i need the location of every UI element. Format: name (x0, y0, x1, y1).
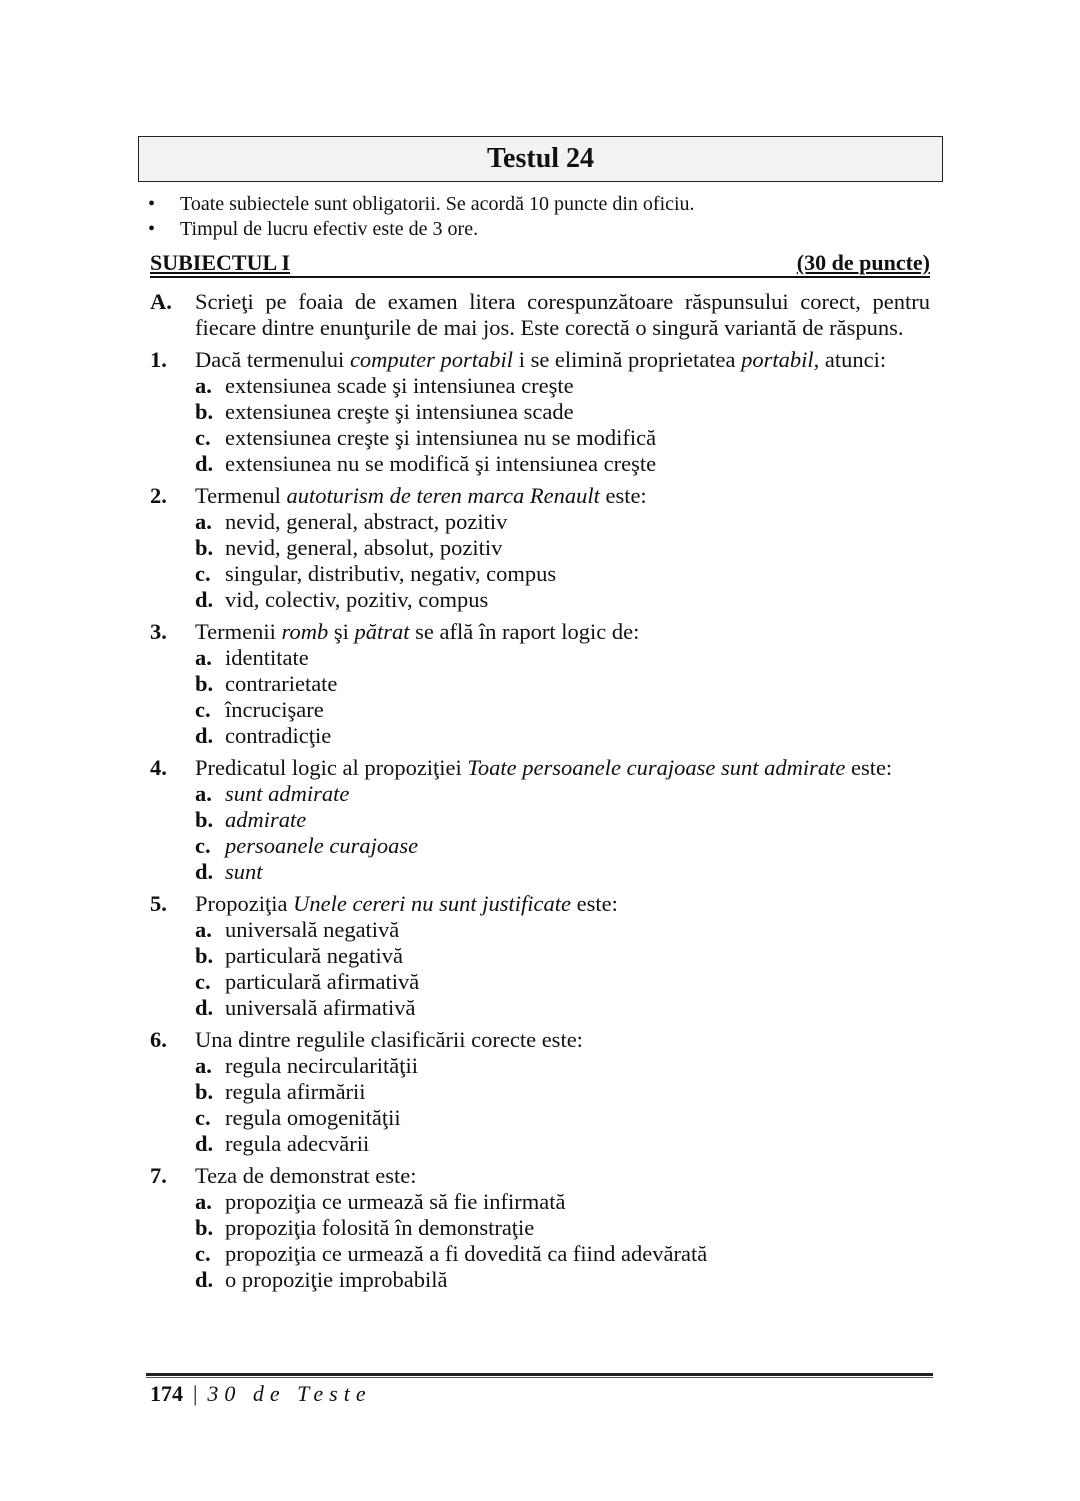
question-text (195, 483, 930, 509)
option-letter: d. (195, 995, 214, 1020)
option-letter: c. (195, 969, 211, 994)
option-letter: d. (195, 859, 214, 884)
question-body (195, 891, 930, 1021)
option-text: extensiunea nu se modifică şi intensiunea creşte (225, 451, 657, 476)
question-text-part: romb (281, 619, 329, 644)
instruction-text: Toate subiectele sunt obligatorii. Se acordă 10 puncte din oficiu. (180, 193, 695, 215)
option-letter: a. (195, 509, 212, 534)
option-letter: a. (195, 781, 212, 806)
question (150, 891, 930, 1021)
question-text-part: Termenii (195, 619, 282, 644)
answer-option (195, 1267, 930, 1293)
question-text-part: este: (845, 755, 893, 780)
question-number: 1. (150, 347, 167, 372)
answer-option (195, 373, 930, 399)
question (150, 483, 930, 613)
question-number: 7. (150, 1163, 167, 1188)
question-number: 6. (150, 1027, 167, 1052)
question-number: 2. (150, 483, 167, 508)
question-text (195, 1027, 930, 1053)
answer-option (195, 995, 930, 1021)
question-text-part: este: (599, 483, 647, 508)
instructions (148, 192, 695, 242)
question-text-part: Una dintre regulile clasificării corecte este: (195, 1027, 583, 1052)
option-text: vid, colectiv, pozitiv, compus (225, 587, 489, 612)
option-letter: b. (195, 807, 214, 832)
question-text-part: i se elimină proprietatea (513, 347, 742, 372)
option-letter: d. (195, 1131, 214, 1156)
answer-option (195, 697, 930, 723)
question-number: 5. (150, 891, 167, 916)
option-text: nevid, general, abstract, pozitiv (225, 509, 508, 534)
answer-option (195, 723, 930, 749)
option-letter: a. (195, 917, 212, 942)
option-text: regula afirmării (225, 1079, 366, 1104)
question (150, 619, 930, 749)
option-text: particulară afirmativă (225, 969, 420, 994)
question-text (195, 755, 930, 781)
option-text: admirate (225, 807, 307, 832)
option-text: propoziţia folosită în demonstraţie (225, 1215, 535, 1240)
instruction-text: Timpul de lucru efectiv este de 3 ore. (180, 218, 479, 240)
answer-option (195, 833, 930, 859)
question-text-part: Termenul (195, 483, 287, 508)
option-letter: c. (195, 833, 211, 858)
option-letter: d. (195, 723, 214, 748)
answer-option (195, 969, 930, 995)
answer-option (195, 859, 930, 885)
option-letter: d. (195, 1267, 214, 1292)
option-text: nevid, general, absolut, pozitiv (225, 535, 503, 560)
subject-header (150, 250, 930, 278)
option-text: particulară negativă (225, 943, 404, 968)
question-body (195, 619, 930, 749)
option-letter: d. (195, 587, 214, 612)
option-letter: b. (195, 399, 214, 424)
option-letter: b. (195, 943, 214, 968)
footer-separator: | (193, 1381, 198, 1406)
option-letter: a. (195, 1053, 212, 1078)
question-text-part: computer portabil (349, 347, 514, 372)
instruction-item (148, 217, 695, 242)
answer-option (195, 1189, 930, 1215)
question-text-part: este: (570, 891, 618, 916)
option-letter: a. (195, 645, 212, 670)
question-body (195, 1027, 930, 1157)
question-text-part: autoturism de teren marca Renault (286, 483, 600, 508)
answer-option (195, 1131, 930, 1157)
answer-option (195, 917, 930, 943)
option-text: persoanele curajoase (225, 833, 419, 858)
option-text: extensiunea creşte şi intensiunea nu se modifică (225, 425, 657, 450)
answer-option (195, 645, 930, 671)
option-text: propoziţia ce urmează să fie infirmată (225, 1189, 566, 1214)
question-body (195, 347, 930, 477)
section-label: A. (150, 289, 172, 314)
section-intro (150, 289, 930, 341)
option-text: singular, distributiv, negativ, compus (225, 561, 557, 586)
option-text: o propoziţie improbabilă (225, 1267, 448, 1292)
option-text: încrucişare (225, 697, 324, 722)
question-text-part: , atunci: (813, 347, 887, 372)
option-letter: a. (195, 373, 212, 398)
question-number: 4. (150, 755, 167, 780)
answer-option (195, 1241, 930, 1267)
option-text: contrarietate (225, 671, 338, 696)
answer-option (195, 509, 930, 535)
answer-option (195, 399, 930, 425)
answer-option (195, 781, 930, 807)
answer-option (195, 1079, 930, 1105)
question-text (195, 891, 930, 917)
question-text-part: Dacă termenului (195, 347, 350, 372)
instruction-item (148, 192, 695, 217)
answer-option (195, 561, 930, 587)
questions (150, 289, 930, 1299)
subject-name: SUBIECTUL I (150, 250, 291, 275)
option-text: universală afirmativă (225, 995, 416, 1020)
question-body (195, 755, 930, 885)
option-letter: c. (195, 697, 211, 722)
question-text (195, 347, 930, 373)
answer-option (195, 1053, 930, 1079)
answer-option (195, 1215, 930, 1241)
subject-points: (30 de puncte) (796, 250, 930, 275)
answer-option (195, 943, 930, 969)
question-text-part: Predicatul logic al propoziţiei (195, 755, 468, 780)
option-letter: b. (195, 671, 214, 696)
answer-option (195, 1105, 930, 1131)
question-text (195, 1163, 930, 1189)
book-title: 30 de Teste (207, 1381, 372, 1406)
answer-option (195, 535, 930, 561)
question-body (195, 1163, 930, 1293)
test-title: Testul 24 (138, 136, 943, 182)
answer-option (195, 587, 930, 613)
option-letter: c. (195, 1241, 211, 1266)
question-text-part: Unele cereri nu sunt justificate (293, 891, 571, 916)
option-text: universală negativă (225, 917, 400, 942)
option-letter: c. (195, 425, 211, 450)
question-number: 3. (150, 619, 167, 644)
footer-divider (146, 1373, 933, 1378)
question-text-part: Teza de demonstrat este: (195, 1163, 417, 1188)
option-text: regula necircularităţii (225, 1053, 419, 1078)
footer (150, 1380, 372, 1408)
option-letter: d. (195, 451, 214, 476)
option-text: regula omogenităţii (225, 1105, 401, 1130)
option-text: contradicţie (225, 723, 332, 748)
option-letter: c. (195, 561, 211, 586)
question (150, 755, 930, 885)
question-text-part: pătrat (354, 619, 410, 644)
option-letter: b. (195, 535, 214, 560)
page-number: 174 (150, 1381, 183, 1406)
bullet-icon: • (148, 218, 156, 240)
question-text-part: Propoziţia (195, 891, 294, 916)
answer-option (195, 425, 930, 451)
option-text: sunt (225, 859, 263, 884)
option-letter: c. (195, 1105, 211, 1130)
option-text: extensiunea scade şi intensiunea creşte (225, 373, 574, 398)
option-letter: a. (195, 1189, 212, 1214)
answer-option (195, 807, 930, 833)
option-letter: b. (195, 1079, 214, 1104)
question (150, 347, 930, 477)
bullet-icon: • (148, 193, 156, 215)
option-text: propoziţia ce urmează a fi dovedită ca fiind adevărată (225, 1241, 708, 1266)
option-text: sunt admirate (225, 781, 350, 806)
question-text-part: şi (328, 619, 355, 644)
option-text: extensiunea creşte şi intensiunea scade (225, 399, 574, 424)
question-text-part: portabil (741, 347, 814, 372)
answer-option (195, 451, 930, 477)
question-text-part: se află în raport logic de: (409, 619, 640, 644)
question (150, 1027, 930, 1157)
question-text (195, 619, 930, 645)
question-text-part: Toate persoanele curajoase sunt admirate (467, 755, 846, 780)
option-letter: b. (195, 1215, 214, 1240)
answer-option (195, 671, 930, 697)
section-text: Scrieţi pe foaia de examen litera corespunzătoare răspunsului corect, pentru fiecare dintre enunţurile de mai jos. Este corectă o singură variantă de răspuns. (195, 289, 930, 340)
option-text: identitate (225, 645, 309, 670)
question (150, 1163, 930, 1293)
question-body (195, 483, 930, 613)
option-text: regula adecvării (225, 1131, 370, 1156)
